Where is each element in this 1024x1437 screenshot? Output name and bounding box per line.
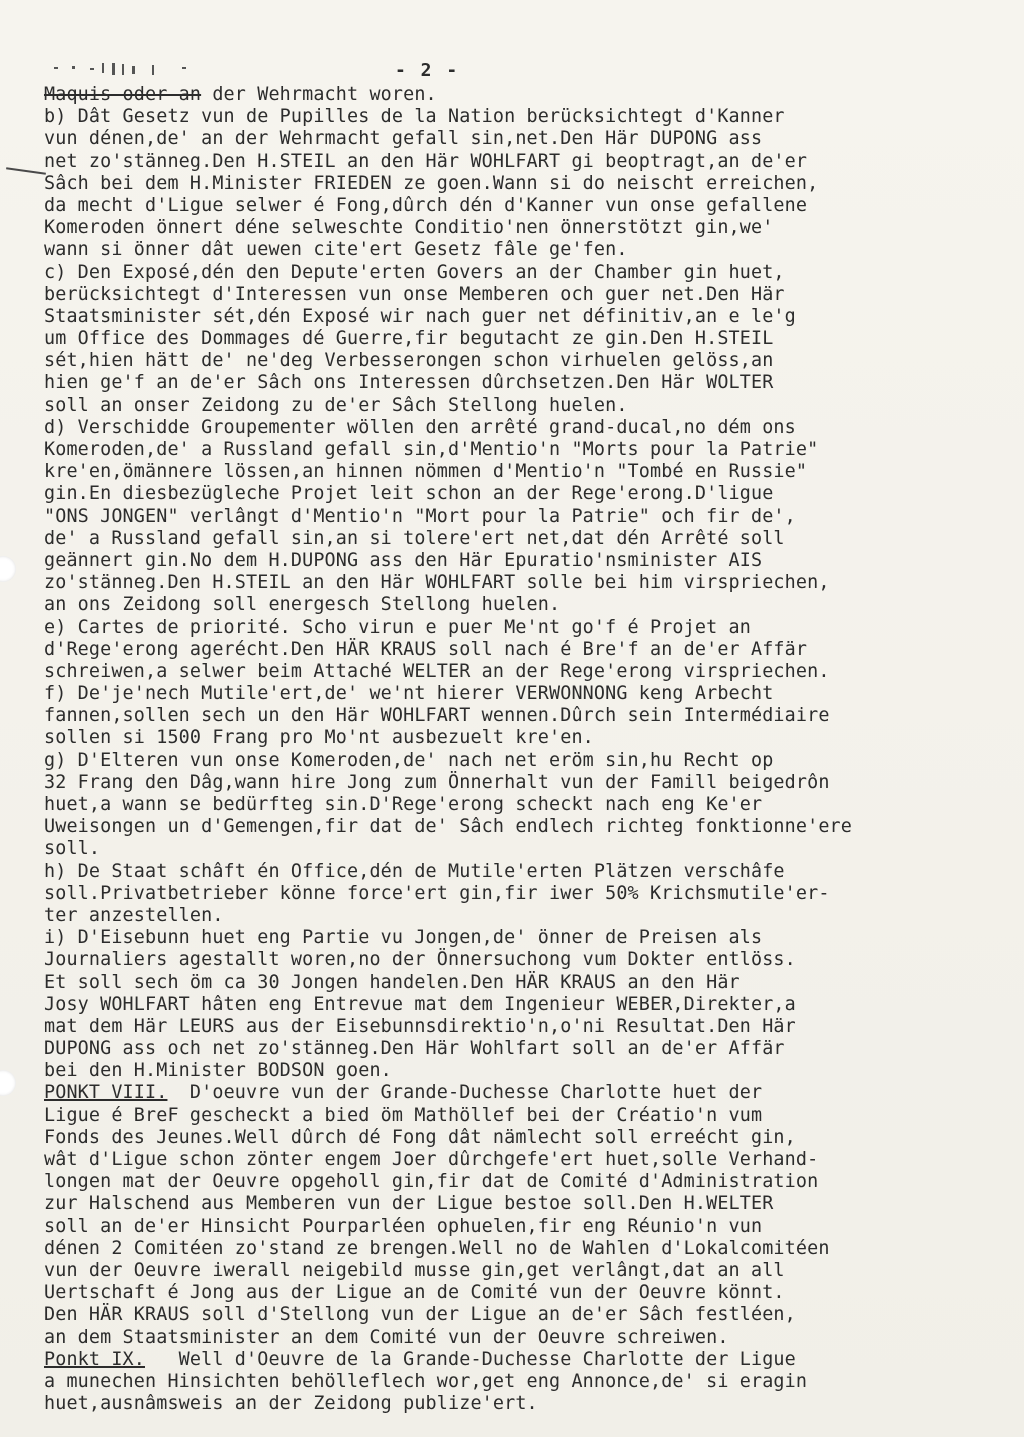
text-line: um Office des Dommages dé Guerre,fir begutacht ze gin.Den H.STEIL — [44, 328, 774, 350]
text-line: huet,ausnâmsweis an der Zeidong publize'ert. — [44, 1393, 538, 1415]
line-text: D'oeuvre vun der Grande-Duchesse Charlotte huet der — [167, 1082, 763, 1104]
text-line: Uertschaft é Jong aus der Ligue an de Comité vun der Oeuvre könnt. — [44, 1282, 785, 1304]
text-line: soll. — [44, 838, 101, 860]
text-line: DUPONG ass och net zo'stänneg.Den Här Wohlfart soll an de'er Affär — [44, 1038, 785, 1060]
text-line: fannen,sollen sech un den Här WOHLFART wennen.Dûrch sein Intermédiaire — [44, 705, 830, 727]
margin-pencil-mark — [6, 167, 46, 175]
text-line: huet,a wann se bedürfteg sin.D'Rege'erong scheckt nach eng Ke'er — [44, 794, 763, 815]
text-line: a munechen Hinsichten behölleflech wor,get eng Annonce,de' si eragin — [44, 1370, 808, 1392]
text-line: Ligue é BreF gescheckt a bied öm Mathöllef bei der Créatio'n vum — [44, 1104, 763, 1126]
text-line: vun dénen,de' an der Wehrmacht gefall sin,net.Den Här DUPONG ass — [44, 128, 763, 150]
text-line: Uweisongen un d'Gemengen,fir dat de' Sâch endlech richteg fonktionne'ere — [44, 816, 852, 838]
punch-hole — [0, 556, 16, 582]
text-line: sét,hien hätt de' ne'deg Verbesserongen schon virhuelen gelöss,an — [44, 350, 774, 372]
text-line: vun der Oeuvre iwerall neigebild musse gin,get verlângt,dat an all — [44, 1259, 785, 1281]
text-line: an ons Zeidong soll energesch Stellong huelen. — [44, 594, 561, 616]
text-line: Komeroden önnert déne selweschte Conditio'nen önnerstötzt gin,we' — [44, 217, 774, 239]
text-line: Sâch bei dem H.Minister FRIEDEN ze goen.Wann si do neischt erreichen, — [44, 172, 819, 194]
text-line: dénen 2 Comitéen zo'stand ze brengen.Well no de Wahlen d'Lokalcomitéen — [44, 1237, 830, 1259]
text-line: bei den H.Minister BODSON goen. — [44, 1060, 392, 1082]
text-line: h) De Staat schâft én Office,dén de Mutile'erten Plätzen verschâfe — [44, 860, 785, 882]
text-line: soll an de'er Hinsicht Pourparléen ophuelen,fir eng Réunio'n vun — [44, 1215, 763, 1237]
text-line: da mecht d'Ligue selwer é Fong,dûrch dén d'Kanner vun onse gefallene — [44, 194, 808, 216]
line-text: Well d'Oeuvre de la Grande-Duchesse Charlotte der Ligue — [145, 1348, 796, 1370]
text-line: Komeroden,de' a Russland gefall sin,d'Mentio'n "Morts pour la Patrie" — [44, 439, 819, 460]
text-line: f) De'je'nech Mutile'ert,de' we'nt hierer VERWONNONG keng Arbecht — [44, 683, 774, 705]
text-line: 32 Frang den Dâg,wann hire Jong zum Önnerhalt vun der Famill beigedrôn — [44, 771, 830, 793]
text-line: ter anzestellen. — [44, 904, 224, 926]
text-line: soll.Privatbetrieber könne force'ert gin,fir iwer 50% Krichsmutile'er- — [44, 882, 830, 904]
text-line: c) Den Exposé,dén den Depute'erten Govers an der Chamber gin huet, — [44, 261, 785, 283]
text-line: d'Rege'erong agerécht.Den HÄR KRAUS soll nach é Bre'f an de'er Affär — [44, 638, 808, 660]
text-line: Staatsminister sét,dén Exposé wir nach guer net définitiv,an e le'g — [44, 305, 796, 327]
typed-text-body — [44, 84, 1019, 1415]
page-number: - 2 - — [395, 60, 460, 81]
text-line: Journaliers agestallt woren,no der Önnersuchong vum Dokter entlöss. — [44, 949, 796, 971]
text-line: schreiwen,a selwer beim Attaché WELTER an der Rege'erong virspriechen. — [44, 660, 830, 682]
punch-hole — [0, 1070, 16, 1096]
text-line: longen mat der Oeuvre opgeholl gin,fir dat de Comité d'Administration — [44, 1171, 819, 1193]
text-line — [44, 1349, 1019, 1371]
text-line: Fonds des Jeunes.Well dûrch dé Fong dât nämlecht soll erreécht gin, — [44, 1126, 796, 1148]
text-line: an dem Staatsminister an dem Comité vun der Oeuvre schreiwen. — [44, 1326, 729, 1348]
text-line: net zo'stänneg.Den H.STEIL an den Här WOHLFART gi beoptragt,an de'er — [44, 150, 808, 172]
text-line: geännert gin.No dem H.DUPONG ass den Här Epuratio'nsminister AIS — [44, 549, 763, 571]
text-line: i) D'Eisebunn huet eng Partie vu Jongen,de' önner de Preisen als — [44, 927, 763, 949]
text-line: kre'en,ömännere lössen,an hinnen nömmen d'Mentio'n "Tombé en Russie" — [44, 461, 808, 483]
text-line: mat dem Här LEURS aus der Eisebunnsdirektio'n,o'ni Resultat.Den Här — [44, 1015, 796, 1037]
section-heading: PONKT VIII. — [44, 1082, 168, 1104]
section-heading: Ponkt IX. — [44, 1348, 145, 1370]
text-line: soll an onser Zeidong zu de'er Sâch Stellong huelen. — [44, 394, 628, 416]
text-line: Den HÄR KRAUS soll d'Stellong vun der Ligue an de'er Sâch festléen, — [44, 1304, 796, 1326]
text-line: Et soll sech öm ca 30 Jongen handelen.Den HÄR KRAUS an den Här — [44, 971, 740, 993]
text-line: wât d'Ligue schon zönter engem Joer dûrchgefe'ert huet,solle Verhand- — [44, 1149, 819, 1170]
text-line: e) Cartes de priorité. Scho virun e puer Me'nt go'f é Projet an — [44, 616, 751, 638]
struck-through-text: Maquis oder an — [44, 84, 202, 105]
text-line: hien ge'f an de'er Sâch ons Interessen dûrchsetzen.Den Här WOLTER — [44, 372, 774, 394]
text-line: b) Dât Gesetz vun de Pupilles de la Nation berücksichtegt d'Kanner — [44, 106, 785, 128]
text-line: zur Halschend aus Memberen vun der Ligue bestoe soll.Den H.WELTER — [44, 1193, 774, 1215]
text-line: de' a Russland gefall sin,an si tolere'ert net,dat dén Arrêté soll — [44, 527, 785, 549]
text-line: g) D'Elteren vun onse Komeroden,de' nach net eröm sin,hu Recht op — [44, 749, 774, 771]
text-line: sollen si 1500 Frang pro Mo'nt ausbezuelt kre'en. — [44, 727, 594, 749]
text-line — [44, 1082, 1019, 1104]
text-line: berücksichtegt d'Interessen vun onse Memberen och guer net.Den Här — [44, 283, 785, 305]
text-line: d) Verschidde Groupementer wöllen den arrêté grand-ducal,no dém ons — [44, 416, 796, 438]
text-line: Josy WOHLFART hâten eng Entrevue mat dem Ingenieur WEBER,Direkter,a — [44, 993, 796, 1015]
text-line: "ONS JONGEN" verlângt d'Mentio'n "Mort pour la Patrie" och fir de', — [44, 505, 796, 527]
text-line: wann si önner dât uewen cite'ert Gesetz fâle ge'fen. — [44, 239, 628, 261]
text-line: gin.En diesbezügleche Projet leit schon an der Rege'erong.D'ligue — [44, 483, 774, 505]
text-line: zo'stänneg.Den H.STEIL an den Här WOHLFART solle bei him virspriechen, — [44, 572, 830, 594]
text-line — [44, 84, 1019, 106]
smudge-marks — [52, 62, 202, 76]
line-text: der Wehrmacht woren. — [201, 84, 437, 105]
